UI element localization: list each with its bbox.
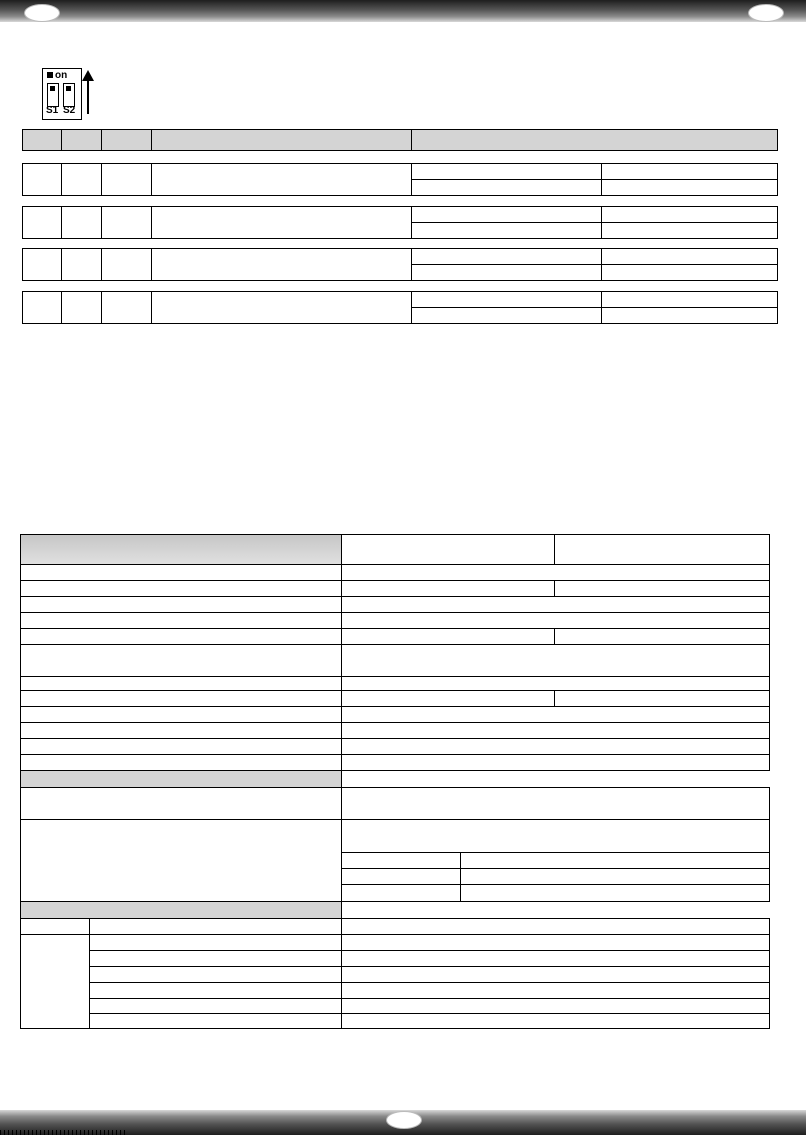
dip-on-label: on — [47, 70, 67, 81]
table2-value-cell — [341, 966, 770, 983]
table2-value-cell — [341, 644, 770, 677]
header-left-badge — [24, 4, 60, 22]
table2-value-cell — [341, 982, 770, 999]
table2-value-cell — [341, 819, 770, 853]
table2-label-cell — [89, 1013, 342, 1029]
header-right-badge — [748, 4, 784, 22]
table1-cell — [22, 248, 62, 281]
table1-header-cell — [411, 129, 778, 151]
table2-label-cell — [89, 934, 342, 951]
table2-value-cell — [341, 612, 770, 629]
table1-cell — [101, 163, 152, 196]
table2-label-cell — [20, 644, 342, 677]
switch-s1-label: S1 — [46, 105, 59, 116]
up-arrow-head-icon — [82, 70, 94, 81]
table2-header-cell — [554, 534, 770, 565]
table1-cell — [411, 248, 602, 265]
table2-value-cell — [341, 787, 770, 820]
table2-subcell — [460, 884, 770, 902]
table2-subcell — [460, 868, 770, 885]
table1-cell — [22, 206, 62, 239]
table1-cell — [601, 206, 778, 223]
table1-cell — [601, 179, 778, 196]
table2-label-cell — [20, 819, 342, 902]
table2-header-cell — [341, 534, 555, 565]
table1-cell — [151, 206, 412, 239]
table2-value-cell — [341, 918, 770, 935]
table2-value-cell — [341, 564, 770, 581]
table2-header-cell — [20, 534, 342, 565]
table2-label-cell — [20, 612, 342, 629]
table2-label-cell — [20, 628, 342, 645]
table1-cell — [601, 291, 778, 308]
table1-cell — [601, 307, 778, 324]
table2-subcell — [460, 852, 770, 869]
table2-label-cell — [20, 596, 342, 613]
table2-value-cell — [554, 628, 770, 645]
dip-switch-icon — [42, 68, 82, 120]
table1-cell — [61, 206, 102, 239]
table2-label-cell — [89, 950, 342, 967]
table2-value-cell — [341, 676, 770, 691]
table1-cell — [411, 179, 602, 196]
table1-cell — [411, 307, 602, 324]
print-marks — [0, 1130, 126, 1135]
table2-value-cell — [341, 722, 770, 739]
table1-cell — [601, 222, 778, 239]
table2-label-cell — [20, 564, 342, 581]
table2-label-cell — [20, 787, 342, 820]
table2-value-cell — [341, 580, 555, 597]
table2-value-cell — [341, 690, 555, 707]
table1-cell — [601, 264, 778, 281]
table2-subcell — [341, 852, 461, 869]
table2-label-cell — [89, 982, 342, 999]
table2-label-cell — [20, 690, 342, 707]
table2-label-cell — [89, 966, 342, 983]
table1-cell — [411, 206, 602, 223]
table2-label-cell — [20, 706, 342, 723]
table1-cell — [411, 163, 602, 180]
table1-header-cell — [151, 129, 412, 151]
table1-cell — [411, 264, 602, 281]
table1-cell — [61, 291, 102, 324]
table1-cell — [22, 163, 62, 196]
table2-value-cell — [341, 628, 555, 645]
table2-label-cell — [20, 676, 342, 691]
table1-cell — [101, 291, 152, 324]
table1-cell — [601, 248, 778, 265]
table1-header-cell — [61, 129, 102, 151]
table2-value-cell — [341, 950, 770, 967]
table2-value-cell — [341, 738, 770, 755]
page-number-badge — [386, 1111, 422, 1129]
table2-section-header — [20, 770, 342, 788]
table2-subcell — [341, 884, 461, 902]
table1-cell — [61, 163, 102, 196]
table1-cell — [151, 163, 412, 196]
table2-label-cell — [20, 738, 342, 755]
table1-header-cell — [22, 129, 62, 151]
table1-cell — [22, 291, 62, 324]
table1-cell — [601, 163, 778, 180]
table2-value-cell — [341, 998, 770, 1014]
table2-value-cell — [554, 580, 770, 597]
table2-label-cell — [20, 722, 342, 739]
table1-cell — [151, 248, 412, 281]
table2-label-cell — [89, 918, 342, 935]
table1-header-cell — [101, 129, 152, 151]
table1-cell — [101, 248, 152, 281]
top-bar — [0, 0, 806, 22]
table1-cell — [151, 291, 412, 324]
table1-cell — [411, 291, 602, 308]
table2-subcell — [341, 868, 461, 885]
table2-label-cell — [20, 754, 342, 771]
table1-cell — [411, 222, 602, 239]
switch-s1 — [47, 83, 59, 107]
table2-value-cell — [341, 706, 770, 723]
table2-label-cell — [20, 580, 342, 597]
table2-group-cell — [20, 934, 90, 1029]
table2-group-cell — [20, 918, 90, 935]
switch-s2 — [63, 83, 75, 107]
table1-cell — [61, 248, 102, 281]
table2-value-cell — [341, 934, 770, 951]
table2-value-cell — [341, 1013, 770, 1029]
table2-value-cell — [341, 754, 770, 771]
table2-label-cell — [89, 998, 342, 1014]
table2-value-cell — [554, 690, 770, 707]
switch-s2-label: S2 — [63, 105, 76, 116]
table1-cell — [101, 206, 152, 239]
table2-value-cell — [341, 596, 770, 613]
table2-section-header — [20, 901, 342, 919]
